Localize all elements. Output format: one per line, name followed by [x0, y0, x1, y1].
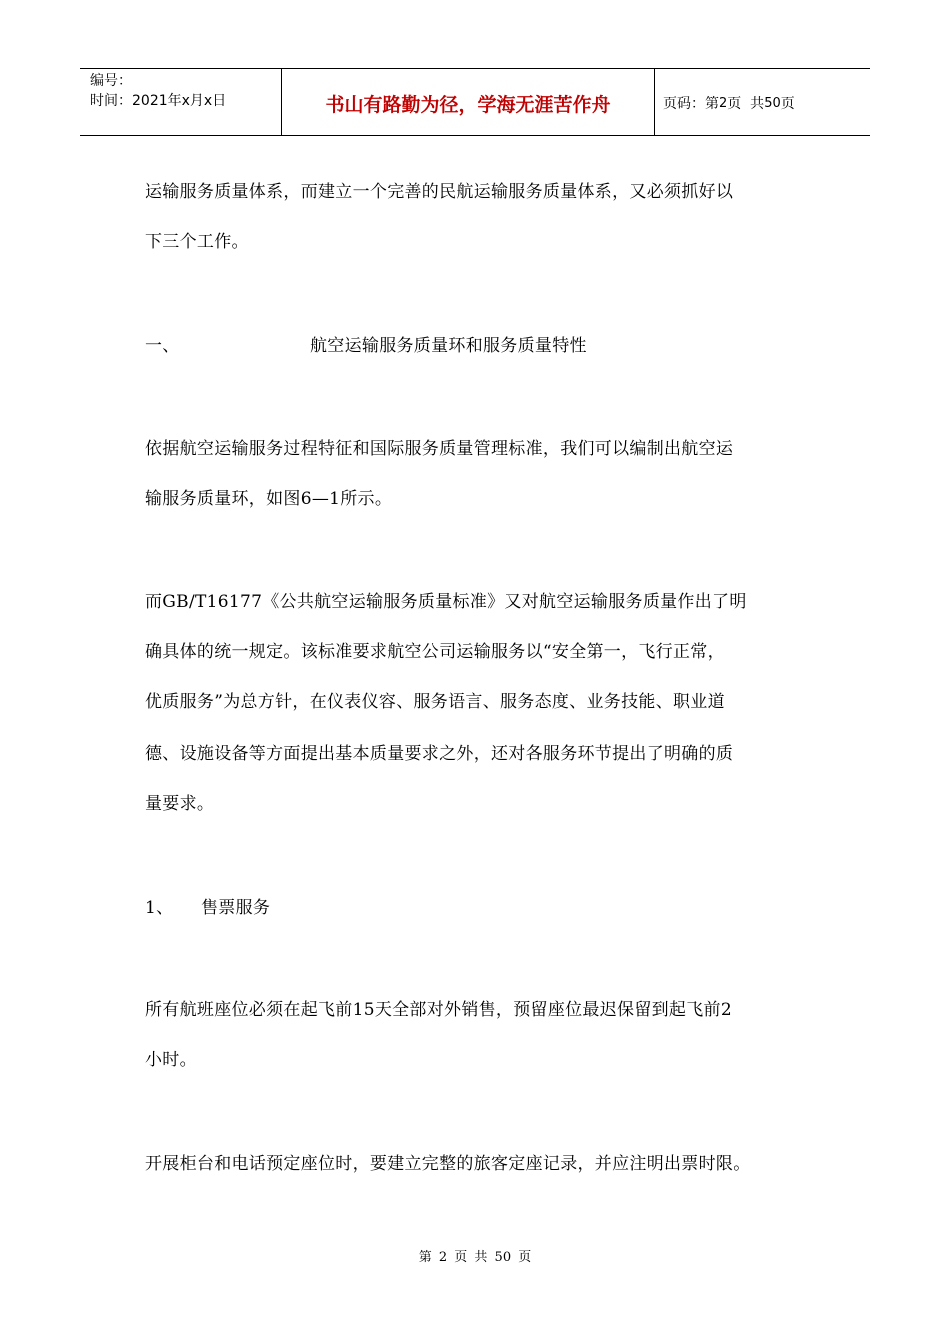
paragraph-line: 量要求。 — [145, 794, 215, 814]
page-current: 2 — [719, 95, 728, 111]
paragraph-line: 而GB/T16177《公共航空运输服务质量标准》又对航空运输服务质量作出了明 — [145, 592, 747, 612]
page-label-mid: 页 共 — [727, 96, 765, 112]
paragraph-line: 依据航空运输服务过程特征和国际服务质量管理标准，我们可以编制出航空运 — [145, 439, 734, 459]
page-label-suffix: 页 — [780, 96, 795, 112]
section-heading — [145, 334, 587, 358]
subsection-number: 1、 — [145, 898, 174, 918]
section-title: 航空运输服务质量环和服务质量特性 — [310, 336, 587, 356]
page-label-prefix: 页码：第 — [663, 96, 719, 112]
header-meta — [80, 69, 282, 135]
paragraph-line: 德、设施设备等方面提出基本质量要求之外，还对各服务环节提出了明确的质 — [145, 744, 734, 764]
paragraph-line: 输服务质量环，如图6—1所示。 — [145, 489, 393, 509]
paragraph-line: 小时。 — [145, 1050, 197, 1070]
paragraph-line: 下三个工作。 — [145, 232, 249, 252]
document-time-label: 时间：2021年x月x日 — [90, 93, 227, 109]
section-number: 一、 — [145, 336, 180, 356]
paragraph-line: 确具体的统一规定。该标准要求航空公司运输服务以“安全第一，飞行正常， — [145, 642, 725, 662]
page-footer: 第 2 页 共 50 页 — [418, 1250, 532, 1265]
document-number-label: 编号： — [90, 73, 132, 89]
paragraph-line: 所有航班座位必须在起飞前15天全部对外销售，预留座位最迟保留到起飞前2 — [145, 1000, 732, 1020]
page-total: 50 — [764, 95, 781, 111]
header-motto: 书山有路勤为径，学海无涯苦作舟 — [282, 69, 655, 135]
page-header — [80, 68, 870, 136]
header-page-info — [655, 69, 870, 135]
paragraph-line: 运输服务质量体系，而建立一个完善的民航运输服务质量体系，又必须抓好以 — [145, 182, 734, 202]
paragraph-line: 优质服务”为总方针，在仪表仪容、服务语言、服务态度、业务技能、职业道 — [145, 692, 725, 712]
paragraph-line: 开展柜台和电话预定座位时，要建立完整的旅客定座记录，并应注明出票时限。 — [145, 1154, 751, 1174]
subsection-heading — [145, 896, 270, 920]
subsection-title: 售票服务 — [201, 898, 271, 918]
